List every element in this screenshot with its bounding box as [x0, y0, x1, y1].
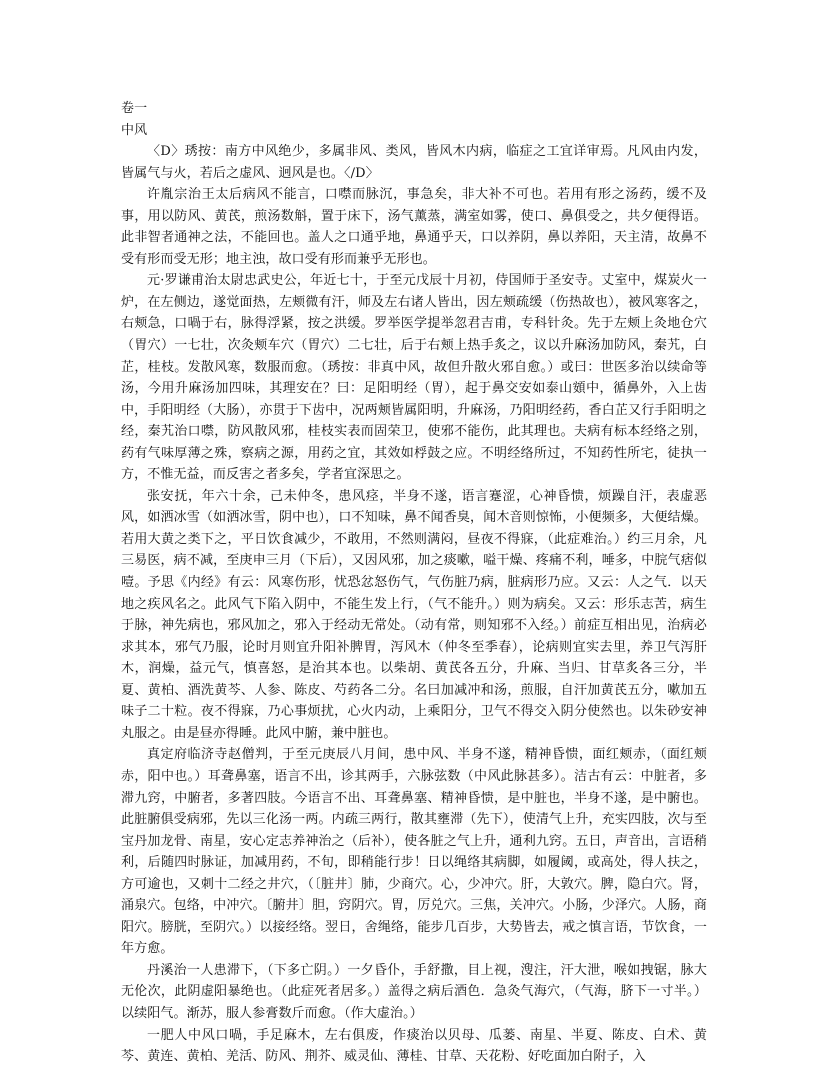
commentary-paragraph: 〈D〉琇按：南方中风绝少，多属非风、类风，皆风木内病，临症之工宜详审焉。凡风由内发，皆属气与火，若后之虚风、迥风是也。〈/D〉	[121, 144, 707, 181]
case-paragraph: 丹溪治一人患滞下，（下多亡阴。）一夕昏仆，手舒撒，目上视，溲注，汗大泄，喉如拽锯，脉大无伦次，此阴虚阳暴绝也。（此症死者居多。）盖得之病后酒色．急灸气海穴，（气海，脐下一寸半。）以续阳气。渐苏，服人参膏数斤而愈。（作大虚治。）	[121, 962, 707, 1021]
document-page	[121, 98, 707, 1068]
section-heading: 中风	[121, 122, 148, 138]
case-paragraph: 一肥人中风口喎，手足麻木，左右俱废，作痰治以贝母、瓜蒌、南星、半夏、陈皮、白术、黄芩、黄连、黄柏、羌活、防风、荆芥、威灵仙、薄桂、甘草、天花粉、好吃面加白附子，入	[121, 1027, 707, 1065]
case-paragraph: 张安抚，年六十余，己未仲冬，患风痉，半身不遂，语言蹇涩，心神昏愦，烦躁自汗，表虚恶风，如洒冰雪（如洒冰雪，阴中也），口不知味，鼻不闻香臭，闻木音则惊怖，小便频多，大便结燥。若用大黄之类下之，平日饮食减少，不敢用，不然则满闷，昼夜不得寐，（此症难治。）约三月余，凡三易医，病不减，至庚申三月（下后），又因风邪，加之痰嗽，嗌干燥、疼痛不利，唾多，中脘气痞似噎。予思《内经》有云：风寒伤形，忧恐忿怒伤气，气伤脏乃病，脏病形乃应。又云：人之气．以天地之疾风名之。此风气下陷入阴中，不能生发上行，（气不能升。）则为病矣。又云：形乐志苦，病生于脉，神先病也，邪风加之，邪入于经动无常处。（动有常，则知邪不入经。）前症互相出见，治病必求其本，邪气乃服，论时月则宜升阳补脾胃，泻风木（仲冬至季春），论病则宜实去里，养卫气泻肝木，润燥，益元气，慎喜怒，是治其本也。以柴胡、黄芪各五分，升麻、当归、甘草炙各三分，半夏、黄柏、酒洗黄芩、人参、陈皮、芍药各二分。名曰加减冲和汤，煎服，自汗加黄芪五分，嗽加五味子二十粒。夜不得寐，乃心事烦扰，心火内动，上乘阳分，卫气不得交入阴分使然也。以朱砂安神丸服之。由是昼亦得睡。此风中腑，兼中脏也。	[121, 488, 707, 741]
case-paragraph: 许胤宗治王太后病风不能言，口噤而脉沉，事急矣，非大补不可也。若用有形之汤药，缓不及事，用以防风、黄芪，煎汤数斛，置于床下，汤气薰蒸，满室如雾，使口、鼻俱受之，共夕便得语。此非智者通神之法，不能回也。盖人之口通乎地，鼻通乎天，口以养阴，鼻以养阳，天主清，故鼻不受有形而受无形；地主浊，故口受有形而兼乎无形也。	[121, 187, 707, 267]
case-paragraph: 真定府临济寺赵僧判，于至元庚辰八月间，患中风、半身不遂，精神昏愦，面红颊赤，（面红颊赤，阳中也。）耳聋鼻塞，语言不出，诊其两手，六脉弦数（中风此脉甚多）。洁古有云：中脏者，多滞九窍，中腑者，多著四肢。今语言不出、耳聋鼻塞、精神昏愦，是中脏也，半身不遂，是中腑也。此脏腑俱受病邪，先以三化汤一两。内疏三两行，散其壅滞（先下），使清气上升，充实四肢，次与至宝丹加龙骨、南星，安心定志养神治之（后补），使各脏之气上升，通利九窍。五日，声音出，言语稍利，后随四时脉证，加减用药，不旬，即稍能行步！日以绳络其病脚，如履阈，或高处，得人扶之，方可逾也，又刺十二经之井穴，（〔脏井〕肺，少商穴。心，少冲穴。肝，大敦穴。脾，隐白穴。肾，涌泉穴。包络，中冲穴。〔腑井〕胆，窍阴穴。胃，厉兑穴。三焦，关冲穴。小肠，少泽穴。人肠，商阳穴。膀胱，至阴穴。）以接经络。翌日，舍绳络，能步几百步，大势皆去，戒之慎言语，节饮食，一年方愈。	[121, 747, 707, 957]
case-paragraph: 元·罗谦甫治太尉忠武史公，年近七十，于至元戊辰十月初，侍国师于圣安寺。丈室中，煤炭火一炉，在左侧边，遂觉面热，左颊微有汗，师及左右诸人皆出，因左颊疏缓（伤热故也），被风寒客之，右颊急，口喎于右，脉得浮紧，按之洪缓。罗举医学提举忽君吉甫，专科针灸。先于左颊上灸地仓穴（胃穴）一七壮，次灸颊车穴（胃穴）二七壮，后于右颊上热手炙之，议以升麻汤加防风，秦艽，白芷，桂枝。发散风寒，数服而愈。（琇按：非真中风，故但升散火邪自愈。）或曰：世医多治以续命等汤，今用升麻汤加四味，其理安在？曰：足阳明经（胃），起于鼻交安如泰山頞中，循鼻外，入上齿中，手阳明经（大肠），亦贯于下齿中，况两颊皆属阳明，升麻汤，乃阳明经药，香白芷又行手阳明之经，秦艽治口噤，防风散风邪，桂枝实表而固荣卫，使邪不能伤，此其理也。夫病有标本经络之别，药有气味厚薄之殊，察病之源，用药之宜，其效如桴鼓之应。不明经络所过，不知药性所宅，徒执一方，不惟无益，而反害之者多矣，学者宜深思之。	[121, 273, 707, 483]
volume-heading: 卷一	[121, 101, 148, 116]
